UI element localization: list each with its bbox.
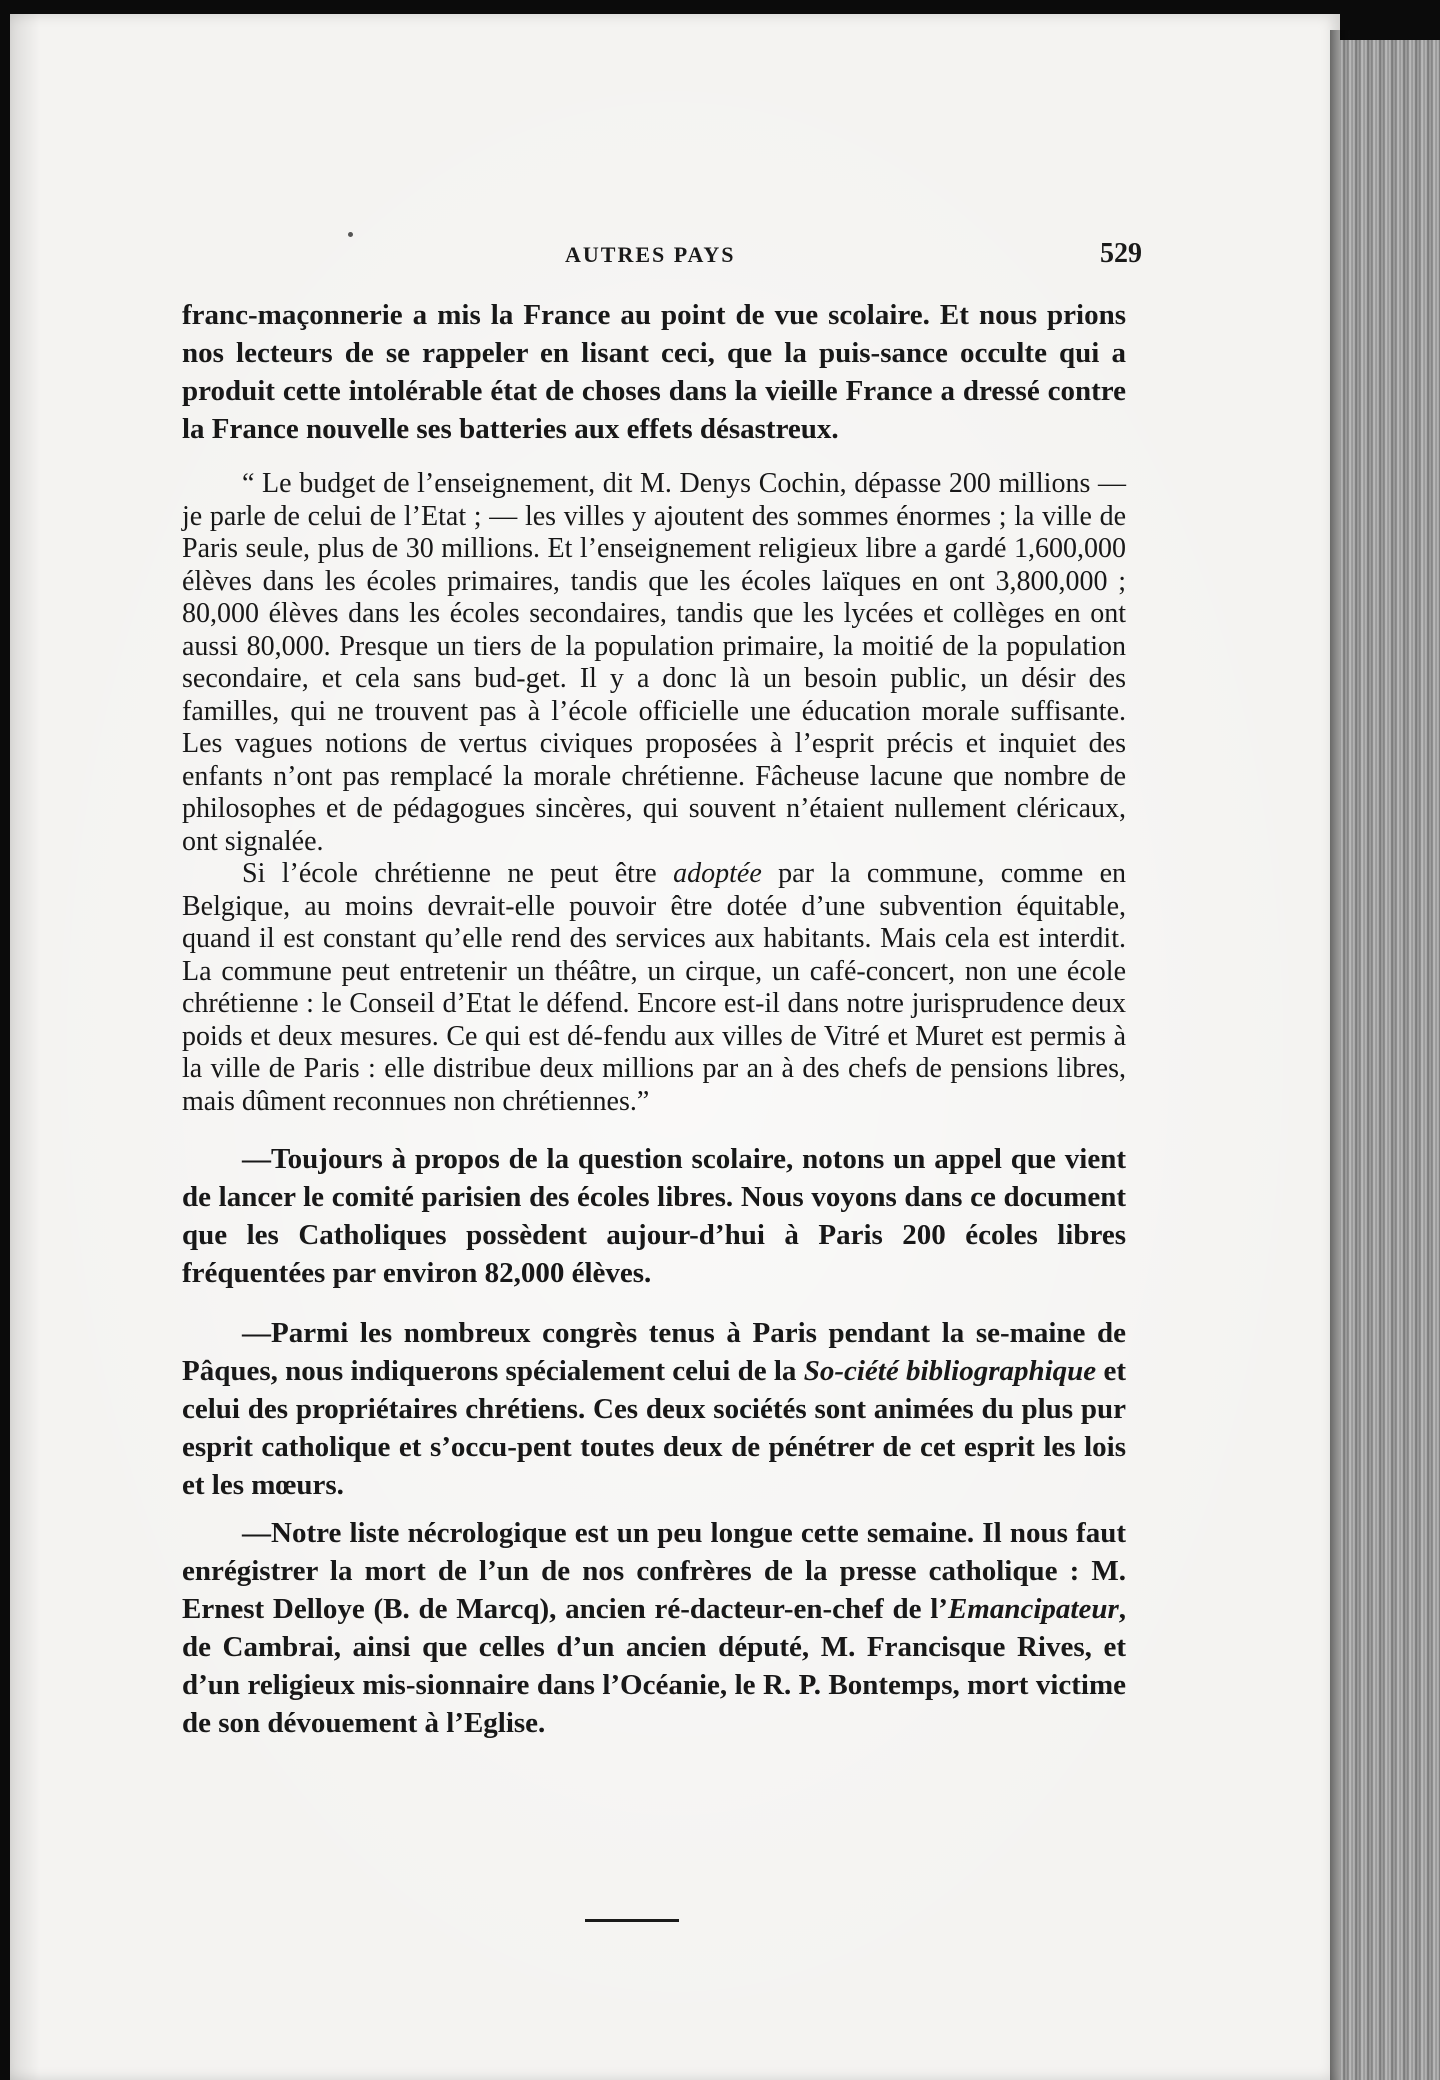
quotation-text: par la commune, comme en Belgique, au moins devrait-elle pouvoir être dotée d’une subvention équitable, quand il est constant qu’elle rend des services aux habitants. Mais cela est interdit. La commune peut entretenir un théâtre, un cirque, un café-concert, non une école chrétienne : le Conseil d’Etat le défend. Encore est-il dans notre jurisprudence deux poids et deux mesures. Ce qui est dé-fendu aux villes de Vitré et Muret est permis à la ville de Paris : elle distribue deux millions par an à des chefs de pensions libres, mais dûment reconnues non chrétiennes.”: [182, 858, 1126, 1117]
paragraph-text: , de Cambrai, ainsi que celles d’un ancien député, M. Francisque Rives, et d’un religieux mis-sionnaire dans l’Océanie, le R. P. Bontemps, mort victime de son dévouement à l’Eglise.: [182, 1593, 1126, 1739]
page-edge-stack: [1340, 40, 1440, 2080]
quotation-block: [182, 468, 1126, 1118]
paragraph-intro: franc-maçonnerie a mis la France au point de vue scolaire. Et nous prions nos lecteurs de se rappeler en lisant ceci, que la puis-sance occulte qui a produit cette intolérable état de choses dans la vieille France a dressé contre la France nouvelle ses batteries aux effets désastreux.: [182, 299, 1126, 445]
paragraph-text: et celui des propriétaires chrétiens. Ces deux sociétés sont animées du plus pur esprit catholique et s’occu-pent toutes deux de pénétrer de cet esprit les lois et les mœurs.: [182, 1355, 1126, 1501]
page-header: [565, 238, 1265, 282]
page-number: 529: [1100, 238, 1142, 269]
quotation-paragraph-2: [182, 858, 1126, 1118]
paragraph-schools: —Toujours à propos de la question scolaire, notons un appel que vient de lancer le comité parisien des écoles libres. Nous voyons dans ce document que les Catholiques possèdent aujour-d’hui à Paris 200 écoles libres fréquentées par environ 82,000 élèves.: [182, 1143, 1126, 1289]
italic-society: So-ciété bibliographique: [803, 1355, 1097, 1387]
quotation-paragraph-1: “ Le budget de l’enseignement, dit M. Denys Cochin, dépasse 200 millions — je parle de celui de l’Etat ; — les villes y ajoutent des sommes énormes ; la ville de Paris seule, plus de 30 millions. Et l’enseignement religieux libre a gardé 1,600,000 élèves dans les écoles primaires, tandis que les écoles laïques en ont 3,800,000 ; 80,000 élèves dans les écoles secondaires, tandis que les lycées et collèges en ont aussi 80,000. Presque un tiers de la population primaire, la moitié de la population secondaire, et cela sans bud-get. Il y a donc là un besoin public, un désir des familles, qui ne trouvent pas à l’école officielle une éducation morale suffisante. Les vagues notions de vertus civiques proposées à l’esprit précis et inquiet des enfants n’ont pas remplacé la morale chrétienne. Fâcheuse lacune que nombre de philosophes et de pédagogues sincères, qui souvent n’étaient nullement cléricaux, ont signalée.: [182, 468, 1126, 857]
ink-speck: [348, 232, 353, 237]
running-title: AUTRES PAYS: [565, 242, 736, 267]
paragraph-congresses: [182, 1314, 1126, 1504]
quotation-text: Si l’école chrétienne ne peut être: [242, 858, 674, 889]
paper-page: [10, 14, 1340, 2080]
paragraph-obituary: [182, 1514, 1126, 1742]
italic-newspaper: Emancipateur: [947, 1593, 1119, 1625]
paragraph-text: —Notre liste nécrologique est un peu longue cette semaine. Il nous faut enrégistrer la mort de l’un de nos confrères de la presse catholique : M. Ernest Delloye (B. de Marcq), ancien ré-dacteur-en-chef de l’: [182, 1517, 1126, 1625]
section-divider: [585, 1919, 679, 1922]
quotation-italic: adoptée: [673, 858, 762, 889]
paragraph-text: —Parmi les nombreux congrès tenus à Paris pendant la se-maine de Pâques, nous indiquerons spécialement celui de la: [182, 1317, 1126, 1387]
body-text: [182, 296, 1126, 1742]
